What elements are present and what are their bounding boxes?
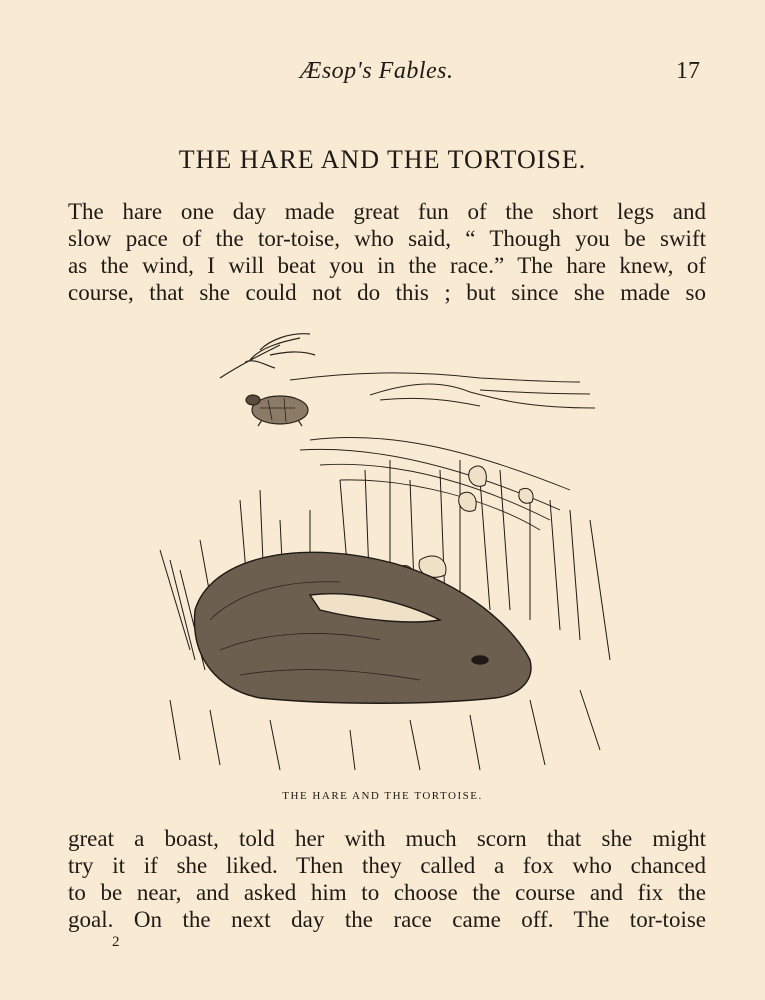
text-line: The hare one day made great fun of the short legs and: [68, 199, 706, 224]
paragraph-continuation: [68, 825, 706, 933]
text-line: goal. On the next day the race came off. The tor-toise: [68, 907, 706, 932]
text-line: slow pace of the tor-toise, who said, “ Though you be swift: [68, 226, 706, 251]
text-line: as the wind, I will beat you in the race.” The hare knew, of: [68, 253, 706, 278]
text-line: to be near, and asked him to choose the course and fix the: [68, 880, 706, 905]
tree-icon: [220, 334, 315, 378]
hare-icon: [194, 552, 531, 703]
text-line: great a boast, told her with much scorn that she might: [68, 826, 706, 851]
fable-title: THE HARE AND THE TORTOISE.: [178, 145, 587, 174]
tortoise-icon: [246, 395, 308, 426]
hills: [290, 373, 595, 408]
flower-icon: [394, 466, 533, 584]
page-number: 17: [676, 58, 700, 84]
illustration-caption: THE HARE AND THE TORTOISE.: [282, 790, 483, 802]
paragraph-opening: [68, 198, 706, 306]
signature-mark: 2: [112, 934, 120, 950]
hare-and-tortoise-illustration: [150, 320, 630, 780]
text-line: course, that she could not do this ; but since she made so: [68, 280, 706, 305]
running-header-title: Æsop's Fables.: [300, 58, 454, 84]
text-line: try it if she liked. Then they called a fox who chanced: [68, 853, 706, 878]
